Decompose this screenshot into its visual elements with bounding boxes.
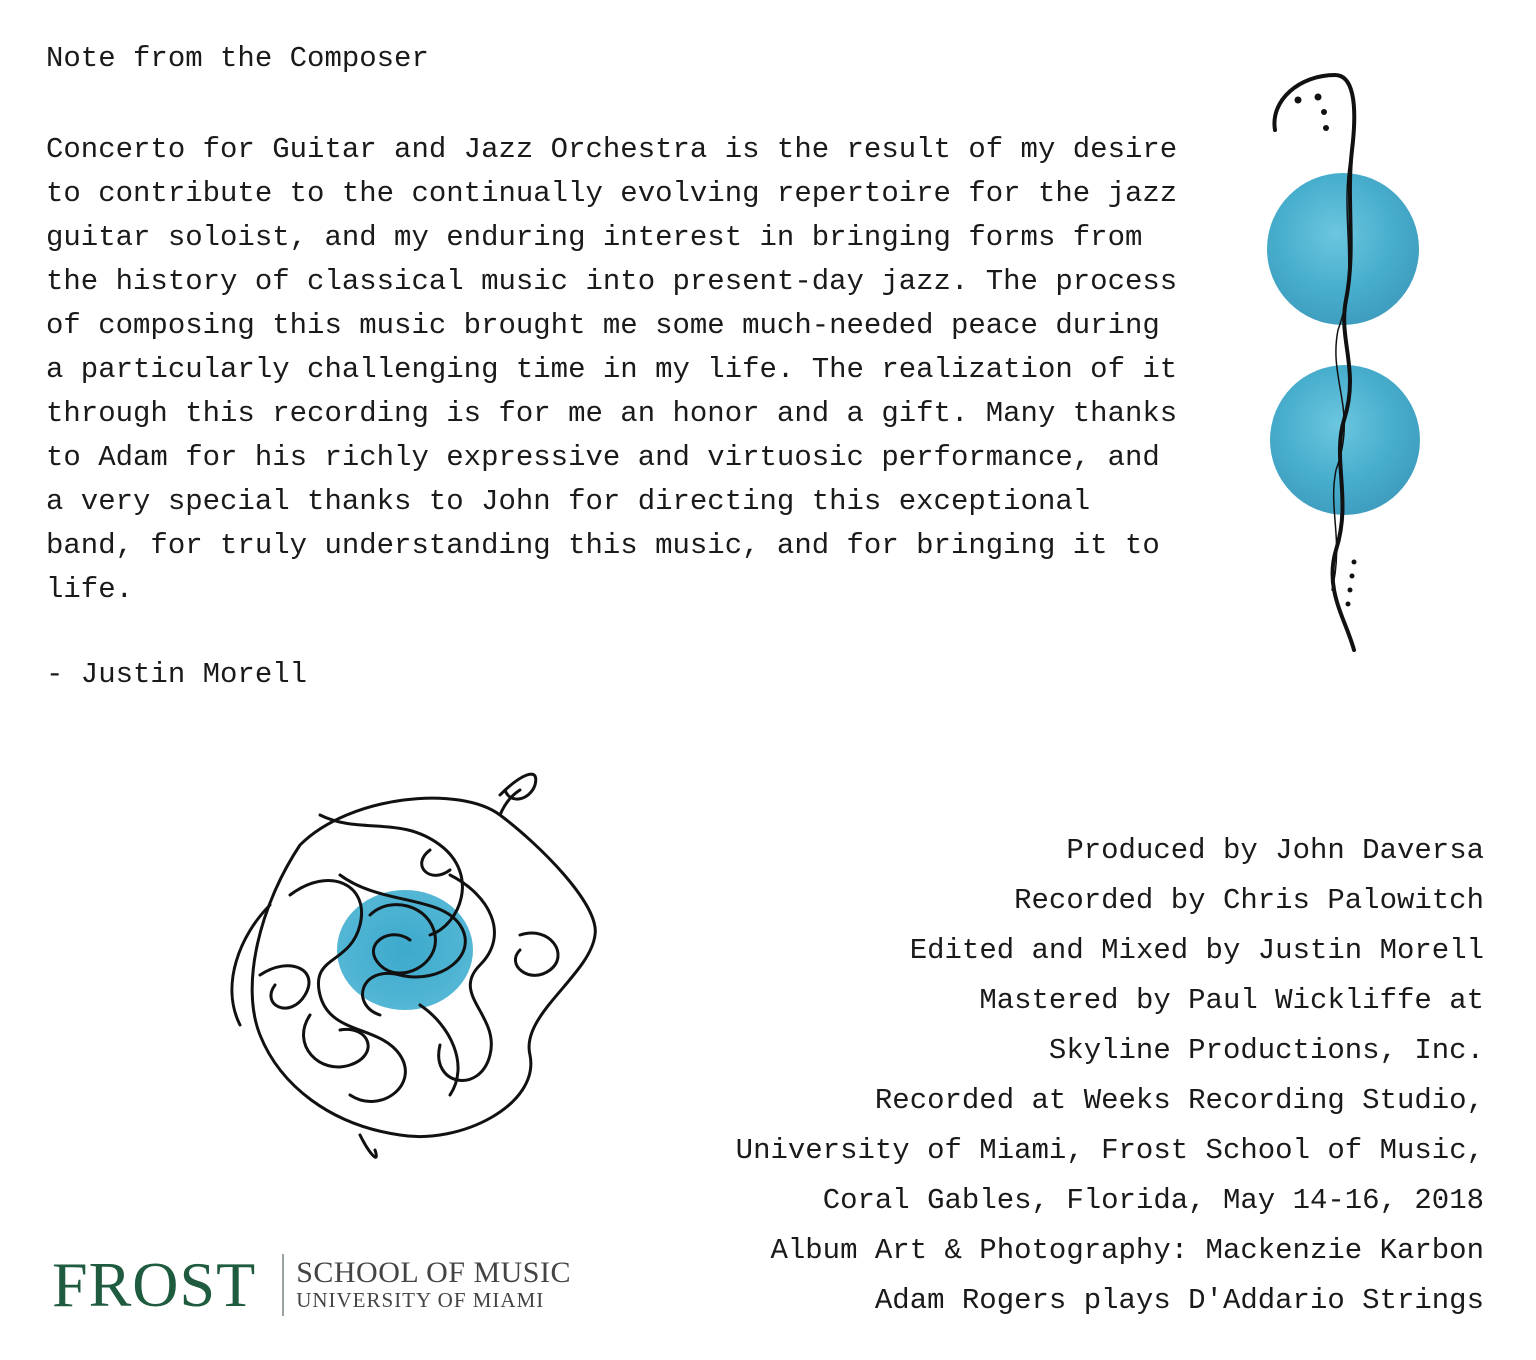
note-line: to contribute to the continually evolving repertoire for the jazz (46, 177, 1178, 210)
credit-line: Skyline Productions, Inc. (1048, 1034, 1484, 1067)
album-credits (736, 826, 1484, 1326)
composer-note (46, 128, 1177, 612)
frost-school-logo (52, 1250, 571, 1320)
logo-university-name: UNIVERSITY OF MIAMI (296, 1288, 545, 1312)
ink-scribble-illustration (200, 755, 620, 1175)
ink-dot (1346, 602, 1351, 607)
ink-line (1274, 75, 1354, 650)
credit-line: Album Art & Photography: Mackenzie Karbon (770, 1234, 1484, 1267)
ink-dot (1321, 109, 1327, 115)
ink-dot (1348, 588, 1353, 593)
logo-divider (282, 1254, 284, 1316)
credit-line: Recorded at Weeks Recording Studio, (874, 1084, 1484, 1117)
ink-dot (1352, 560, 1357, 565)
credit-line: Edited and Mixed by Justin Morell (909, 934, 1484, 967)
note-line: band, for truly understanding this music, and for bringing it to (46, 529, 1160, 562)
note-line: Concerto for Guitar and Jazz Orchestra is the result of my desire (46, 133, 1178, 166)
note-line: through this recording is for me an honor and a gift. Many thanks (46, 397, 1178, 430)
signature: - Justin Morell (46, 658, 308, 691)
credit-line: Recorded by Chris Palowitch (1014, 884, 1484, 917)
blue-circle-upper (1267, 173, 1419, 325)
logo-school-name: SCHOOL OF MUSIC (296, 1256, 571, 1289)
ink-dot (1295, 97, 1302, 104)
blue-circle-lower (1270, 365, 1420, 515)
note-line: the history of classical music into present-day jazz. The process (46, 265, 1178, 298)
ink-dot (1315, 94, 1322, 101)
credit-line: Mastered by Paul Wickliffe at (979, 984, 1484, 1017)
note-line: to Adam for his richly expressive and virtuosic performance, and (46, 441, 1160, 474)
blue-center-blob (337, 890, 473, 1010)
page-title: Note from the Composer (46, 42, 429, 75)
ink-dot (1323, 125, 1329, 131)
note-line: guitar soloist, and my enduring interest in bringing forms from (46, 221, 1143, 254)
credit-line: Adam Rogers plays D'Addario Strings (874, 1284, 1484, 1317)
ink-dot (1350, 574, 1355, 579)
credit-line: Produced by John Daversa (1066, 834, 1484, 867)
credit-line: University of Miami, Frost School of Music, (735, 1134, 1484, 1167)
logo-wordmark: FROST (52, 1249, 257, 1320)
note-line: life. (46, 573, 134, 606)
watercolor-notes-illustration (1240, 60, 1440, 660)
logo-text (296, 1258, 571, 1312)
note-line: a very special thanks to John for directing this exceptional (46, 485, 1091, 518)
note-line: of composing this music brought me some much-needed peace during (46, 309, 1160, 342)
note-line: a particularly challenging time in my life. The realization of it (46, 353, 1178, 386)
credit-line: Coral Gables, Florida, May 14-16, 2018 (822, 1184, 1484, 1217)
